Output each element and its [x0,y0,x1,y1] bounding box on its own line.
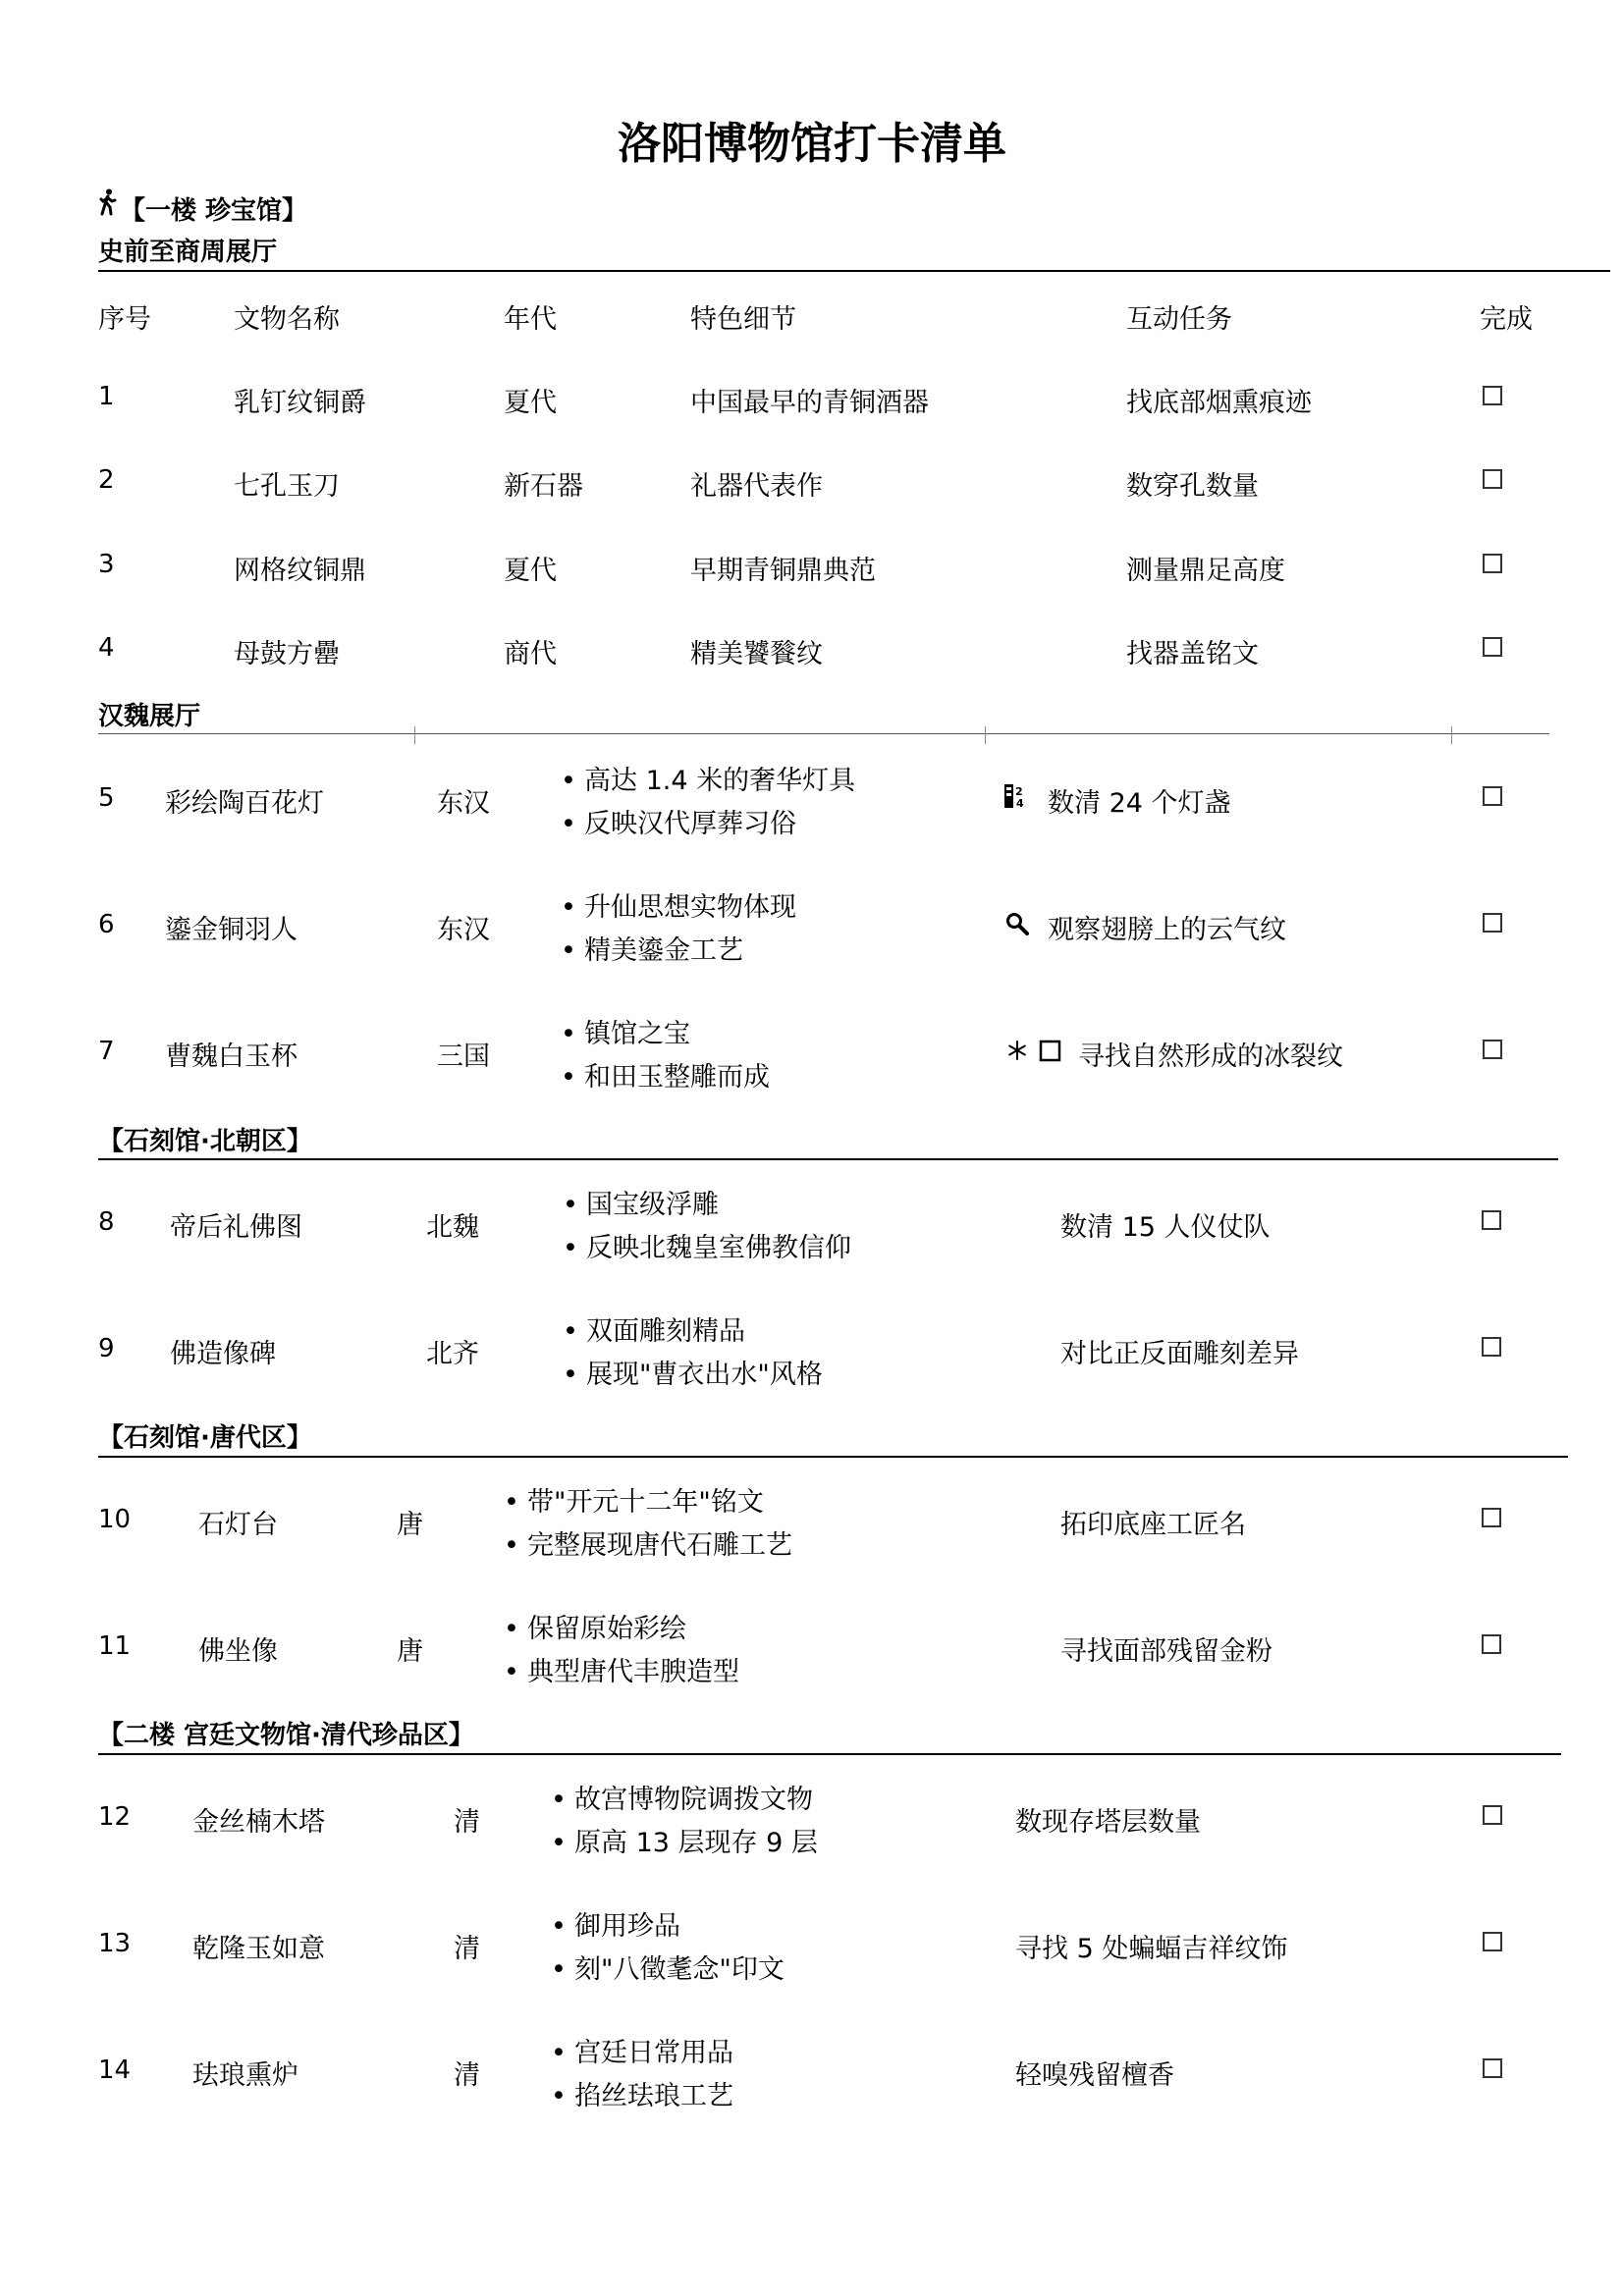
bullet-dot: • [561,1062,576,1093]
header-era: 年代 [504,304,557,335]
section-heading-tang: 【石刻馆·唐代区】 [98,1423,312,1453]
detail-bullet [563,1353,823,1391]
artifact-name: 佛造像碑 [170,1339,276,1369]
section-heading-qing-palace: 【二楼 宫廷文物馆·清代珍品区】 [98,1721,474,1750]
row-number: 1 [98,382,115,411]
artifact-era: 新石器 [504,471,583,502]
artifact-detail: 中国最早的青铜酒器 [690,388,929,418]
section-divider [98,1753,1561,1755]
completion-checkbox[interactable] [1483,913,1502,933]
completion-checkbox[interactable] [1483,386,1502,405]
detail-text: 高达 1.4 米的奢华灯具 [584,766,856,796]
detail-text: 宫廷日常用品 [574,2038,733,2068]
bullet-dot: • [561,766,576,796]
row-number: 9 [98,1334,115,1363]
bullet-dot: • [504,1657,519,1687]
section-heading-northern-dynasties: 【石刻馆·北朝区】 [98,1127,312,1156]
detail-text: 故宫博物院调拨文物 [574,1785,813,1815]
detail-bullet [551,1948,785,1986]
completion-checkbox[interactable] [1483,1932,1502,1951]
artifact-name: 帝后礼佛图 [170,1212,302,1243]
artifact-detail: 礼器代表作 [690,471,823,502]
bullet-dot: • [551,1954,567,1985]
header-detail: 特色细节 [690,304,796,335]
detail-text: 国宝级浮雕 [586,1190,719,1220]
interactive-task: 观察翅膀上的云气纹 [1048,915,1286,945]
interactive-task: 找底部烟熏痕迹 [1126,388,1312,418]
detail-text: 御用珍品 [574,1911,680,1942]
detail-text: 和田玉整雕而成 [584,1062,770,1093]
bullet-dot: • [551,1911,567,1942]
magnifier-icon [1005,912,1029,935]
row-number: 2 [98,465,115,495]
counter-icon [1003,783,1027,809]
bullet-dot: • [561,1019,576,1049]
artifact-era: 夏代 [504,388,557,418]
artifact-era: 清 [454,1807,480,1838]
interactive-task: 对比正反面雕刻差异 [1060,1339,1299,1369]
artifact-era: 三国 [437,1041,490,1072]
completion-checkbox[interactable] [1482,1634,1501,1654]
detail-text: 反映汉代厚葬习俗 [584,809,796,839]
interactive-task: 轻嗅残留檀香 [1015,2060,1174,2091]
bullet-dot: • [504,1530,519,1561]
detail-bullet [551,2074,733,2112]
detail-bullet [561,929,743,967]
column-tick [985,726,986,744]
detail-text: 镇馆之宝 [584,1019,690,1049]
artifact-name: 石灯台 [198,1510,278,1540]
artifact-era: 清 [454,1934,480,1964]
floor-1-heading: 【一楼 珍宝馆】 [120,196,308,226]
bullet-dot: • [561,935,576,966]
artifact-era: 东汉 [437,915,490,945]
artifact-name: 鎏金铜羽人 [165,915,298,945]
bullet-dot: • [551,1828,567,1858]
completion-checkbox[interactable] [1483,786,1502,806]
detail-bullet [561,1055,770,1094]
interactive-task: 寻找 5 处蝙蝠吉祥纹饰 [1015,1934,1288,1964]
interactive-task: 找器盖铭文 [1126,639,1259,669]
interactive-task: 数清 24 个灯盏 [1048,788,1231,819]
detail-bullet [504,1480,764,1519]
interactive-task: 拓印底座工匠名 [1060,1510,1246,1540]
interactive-task: 数穿孔数量 [1126,471,1259,502]
detail-bullet [563,1226,851,1264]
detail-bullet [551,1821,818,1859]
bullet-dot: • [563,1360,578,1390]
artifact-era: 唐 [397,1510,423,1540]
page-title: 洛阳博物馆打卡清单 [618,119,1006,169]
detail-text: 展现"曹衣出水"风格 [586,1360,823,1390]
interactive-task: 数现存塔层数量 [1015,1807,1201,1838]
detail-text: 双面雕刻精品 [586,1316,745,1347]
detail-bullet [504,1523,792,1562]
header-task: 互动任务 [1126,304,1232,335]
artifact-name: 彩绘陶百花灯 [165,788,324,819]
artifact-era: 唐 [397,1636,423,1667]
column-tick [1451,726,1452,744]
row-number: 5 [98,783,115,813]
interactive-task: 寻找面部残留金粉 [1060,1636,1272,1667]
row-number: 11 [98,1631,132,1661]
section-divider [98,1456,1568,1458]
artifact-name: 金丝楠木塔 [192,1807,325,1838]
detail-bullet [504,1607,686,1645]
interactive-task: 测量鼎足高度 [1126,556,1285,586]
header-name: 文物名称 [234,304,340,335]
completion-checkbox[interactable] [1483,469,1502,489]
row-number: 7 [98,1037,115,1066]
section-divider [98,270,1610,272]
detail-text: 典型唐代丰腴造型 [527,1657,739,1687]
completion-checkbox[interactable] [1482,1337,1501,1357]
column-tick [414,726,415,744]
completion-checkbox[interactable] [1483,1040,1502,1059]
walking-person-icon [98,188,118,216]
artifact-name: 曹魏白玉杯 [165,1041,298,1072]
header-done: 完成 [1480,304,1533,335]
detail-bullet [504,1650,739,1688]
artifact-era: 夏代 [504,556,557,586]
detail-bullet [551,1778,813,1816]
artifact-era: 东汉 [437,788,490,819]
artifact-name: 乳钉纹铜爵 [234,388,366,418]
detail-bullet [561,1012,690,1050]
artifact-era: 商代 [504,639,557,669]
artifact-era: 北魏 [426,1212,479,1243]
artifact-name: 网格纹铜鼎 [234,556,366,586]
detail-text: 升仙思想实物体现 [584,892,796,923]
artifact-detail: 早期青铜鼎典范 [690,556,876,586]
completion-checkbox[interactable] [1482,1210,1501,1230]
row-number: 6 [98,910,115,939]
snowflake-box-icon [1007,1039,1064,1062]
detail-bullet [551,2031,733,2069]
header-no: 序号 [98,304,151,335]
detail-text: 完整展现唐代石雕工艺 [527,1530,792,1561]
detail-bullet [561,885,796,924]
artifact-name: 乾隆玉如意 [192,1934,325,1964]
svg-text:2: 2 [1015,785,1023,798]
detail-bullet [561,759,855,797]
bullet-dot: • [563,1190,578,1220]
row-number: 8 [98,1207,115,1237]
detail-bullet [563,1309,745,1348]
svg-text:4: 4 [1016,797,1024,809]
row-number: 4 [98,633,115,663]
row-number: 3 [98,550,115,579]
detail-bullet [563,1183,719,1221]
completion-checkbox[interactable] [1483,554,1502,573]
detail-bullet [551,1904,680,1943]
section-divider [98,1158,1558,1160]
bullet-dot: • [504,1487,519,1518]
completion-checkbox[interactable] [1483,2058,1502,2078]
row-number: 12 [98,1802,132,1832]
bullet-dot: • [563,1316,578,1347]
interactive-task: 寻找自然形成的冰裂纹 [1078,1041,1343,1072]
row-number: 10 [98,1505,132,1534]
detail-text: 刻"八徵耄念"印文 [574,1954,785,1985]
artifact-era: 清 [454,2060,480,2091]
interactive-task: 数清 15 人仪仗队 [1060,1212,1271,1243]
section-heading-prehistoric: 史前至商周展厅 [98,238,278,267]
artifact-name: 母鼓方罍 [234,639,340,669]
artifact-name: 珐琅熏炉 [192,2060,298,2091]
detail-text: 原高 13 层现存 9 层 [574,1828,818,1858]
detail-text: 反映北魏皇室佛教信仰 [586,1233,851,1263]
completion-checkbox[interactable] [1482,1508,1501,1527]
bullet-dot: • [561,892,576,923]
row-number: 13 [98,1929,132,1958]
bullet-dot: • [504,1614,519,1644]
artifact-name: 佛坐像 [198,1636,278,1667]
detail-bullet [561,802,796,840]
completion-checkbox[interactable] [1483,637,1502,657]
bullet-dot: • [551,1785,567,1815]
section-divider [98,733,1549,734]
row-number: 14 [98,2056,132,2085]
bullet-dot: • [551,2038,567,2068]
detail-text: 掐丝珐琅工艺 [574,2081,733,2111]
bullet-dot: • [551,2081,567,2111]
artifact-name: 七孔玉刀 [234,471,340,502]
detail-text: 带"开元十二年"铭文 [527,1487,764,1518]
artifact-era: 北齐 [426,1339,479,1369]
detail-text: 精美鎏金工艺 [584,935,743,966]
bullet-dot: • [563,1233,578,1263]
bullet-dot: • [561,809,576,839]
artifact-detail: 精美饕餮纹 [690,639,823,669]
section-heading-han-wei: 汉魏展厅 [98,702,201,731]
completion-checkbox[interactable] [1483,1805,1502,1825]
detail-text: 保留原始彩绘 [527,1614,686,1644]
